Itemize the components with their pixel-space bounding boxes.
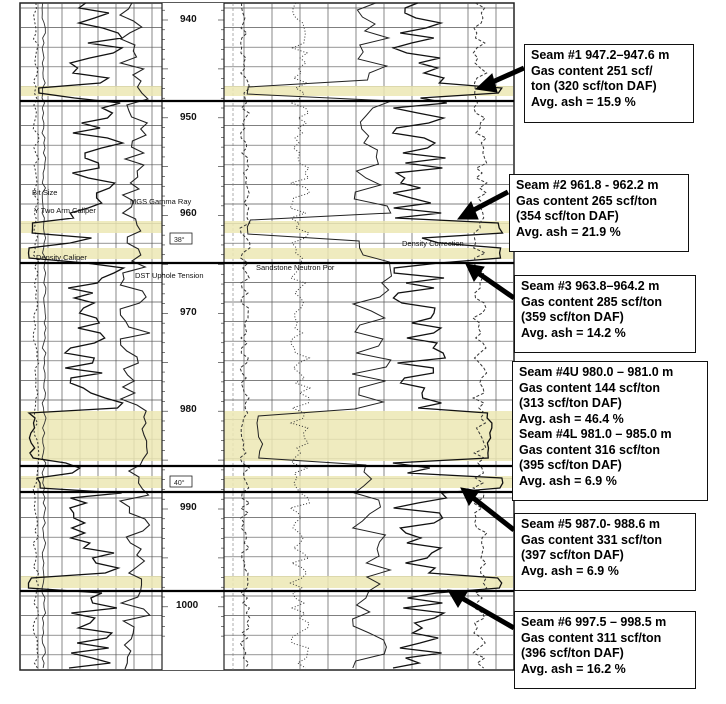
seam-2-annotation [509,174,689,252]
annotation-line: (313 scf/ton DAF) [519,396,622,410]
angle-label: 38° [174,237,185,244]
depth-label: 960 [180,208,197,219]
annotation-line: Gas content 285 scf/ton [521,294,663,309]
seam-band [21,411,513,461]
seam-band [21,476,513,488]
bit-size-label: Bit Size [32,188,58,197]
depth-label: 950 [180,112,197,123]
density-caliper-label: Density Caliper [36,253,87,262]
depth-label: 1000 [176,600,199,611]
annotation-line: Avg. ash = 6.9 % [519,473,617,488]
annotation-line: Gas content 265 scf/ton [516,193,658,208]
seam-1-annotation [524,44,694,123]
annotation-line: Gas content 311 scf/ton [521,630,662,645]
annotation-line: Avg. ash = 46.4 % [519,411,624,426]
annotation-line: (396 scf/ton DAF) [521,646,624,660]
depth-label: 980 [180,404,197,415]
density-correction-label: Density Correction [402,239,464,248]
annotation-line: Gas content 331 scf/ton [521,532,663,547]
depth-track [162,3,224,670]
annotation-line: Seam #5 987.0- 988.6 m [521,517,660,531]
annotation-line: Avg. ash = 21.9 % [516,224,621,239]
annotation-line: Seam #6 997.5 – 998.5 m [521,615,667,629]
annotation-line: Gas content 144 scf/ton [519,380,661,395]
neutron-label: Sandstone Neutron Por [256,263,335,272]
annotation-line: Avg. ash = 14.2 % [521,325,626,340]
seam-5-annotation [514,513,696,591]
tension-label: DST Uphole Tension [135,271,204,280]
seam-3-annotation [514,275,696,353]
annotation-line: (395 scf/ton DAF) [519,458,622,472]
seam-band [21,576,513,588]
annotation-line: Gas content 251 scf/ [531,63,653,78]
depth-label: 990 [180,502,197,513]
seam-band [21,248,513,259]
seam-band [21,221,513,233]
annotation-line: ton (320 scf/ton DAF) [531,79,657,93]
annotation-line: Seam #1 947.2–947.6 m [531,48,670,62]
annotation-line: Seam #2 961.8 - 962.2 m [516,178,659,192]
annotation-line: Gas content 316 scf/ton [519,442,661,457]
annotation-line: Avg. ash = 15.9 % [531,94,636,109]
annotation-line: (354 scf/ton DAF) [516,209,619,223]
annotation-line: (397 scf/ton DAF) [521,548,624,562]
annotation-line: Seam #4U 980.0 – 981.0 m [519,365,674,379]
annotation-line: Avg. ash = 16.2 % [521,661,626,676]
angle-label: 40° [174,480,185,487]
annotation-line: Avg. ash = 6.9 % [521,563,619,578]
annotation-line: Seam #4L 981.0 – 985.0 m [519,427,672,441]
caliper-label: Y Two Arm Caliper [34,206,96,215]
annotation-line: Seam #3 963.8–964.2 m [521,279,660,293]
annotation-line: (359 scf/ton DAF) [521,310,624,324]
depth-label: 970 [180,307,197,318]
gamma-ray-label: MGS Gamma Ray [130,197,192,206]
depth-label: 940 [180,14,197,25]
seam-6-annotation [514,611,696,689]
seam-4-annotation [512,361,708,501]
